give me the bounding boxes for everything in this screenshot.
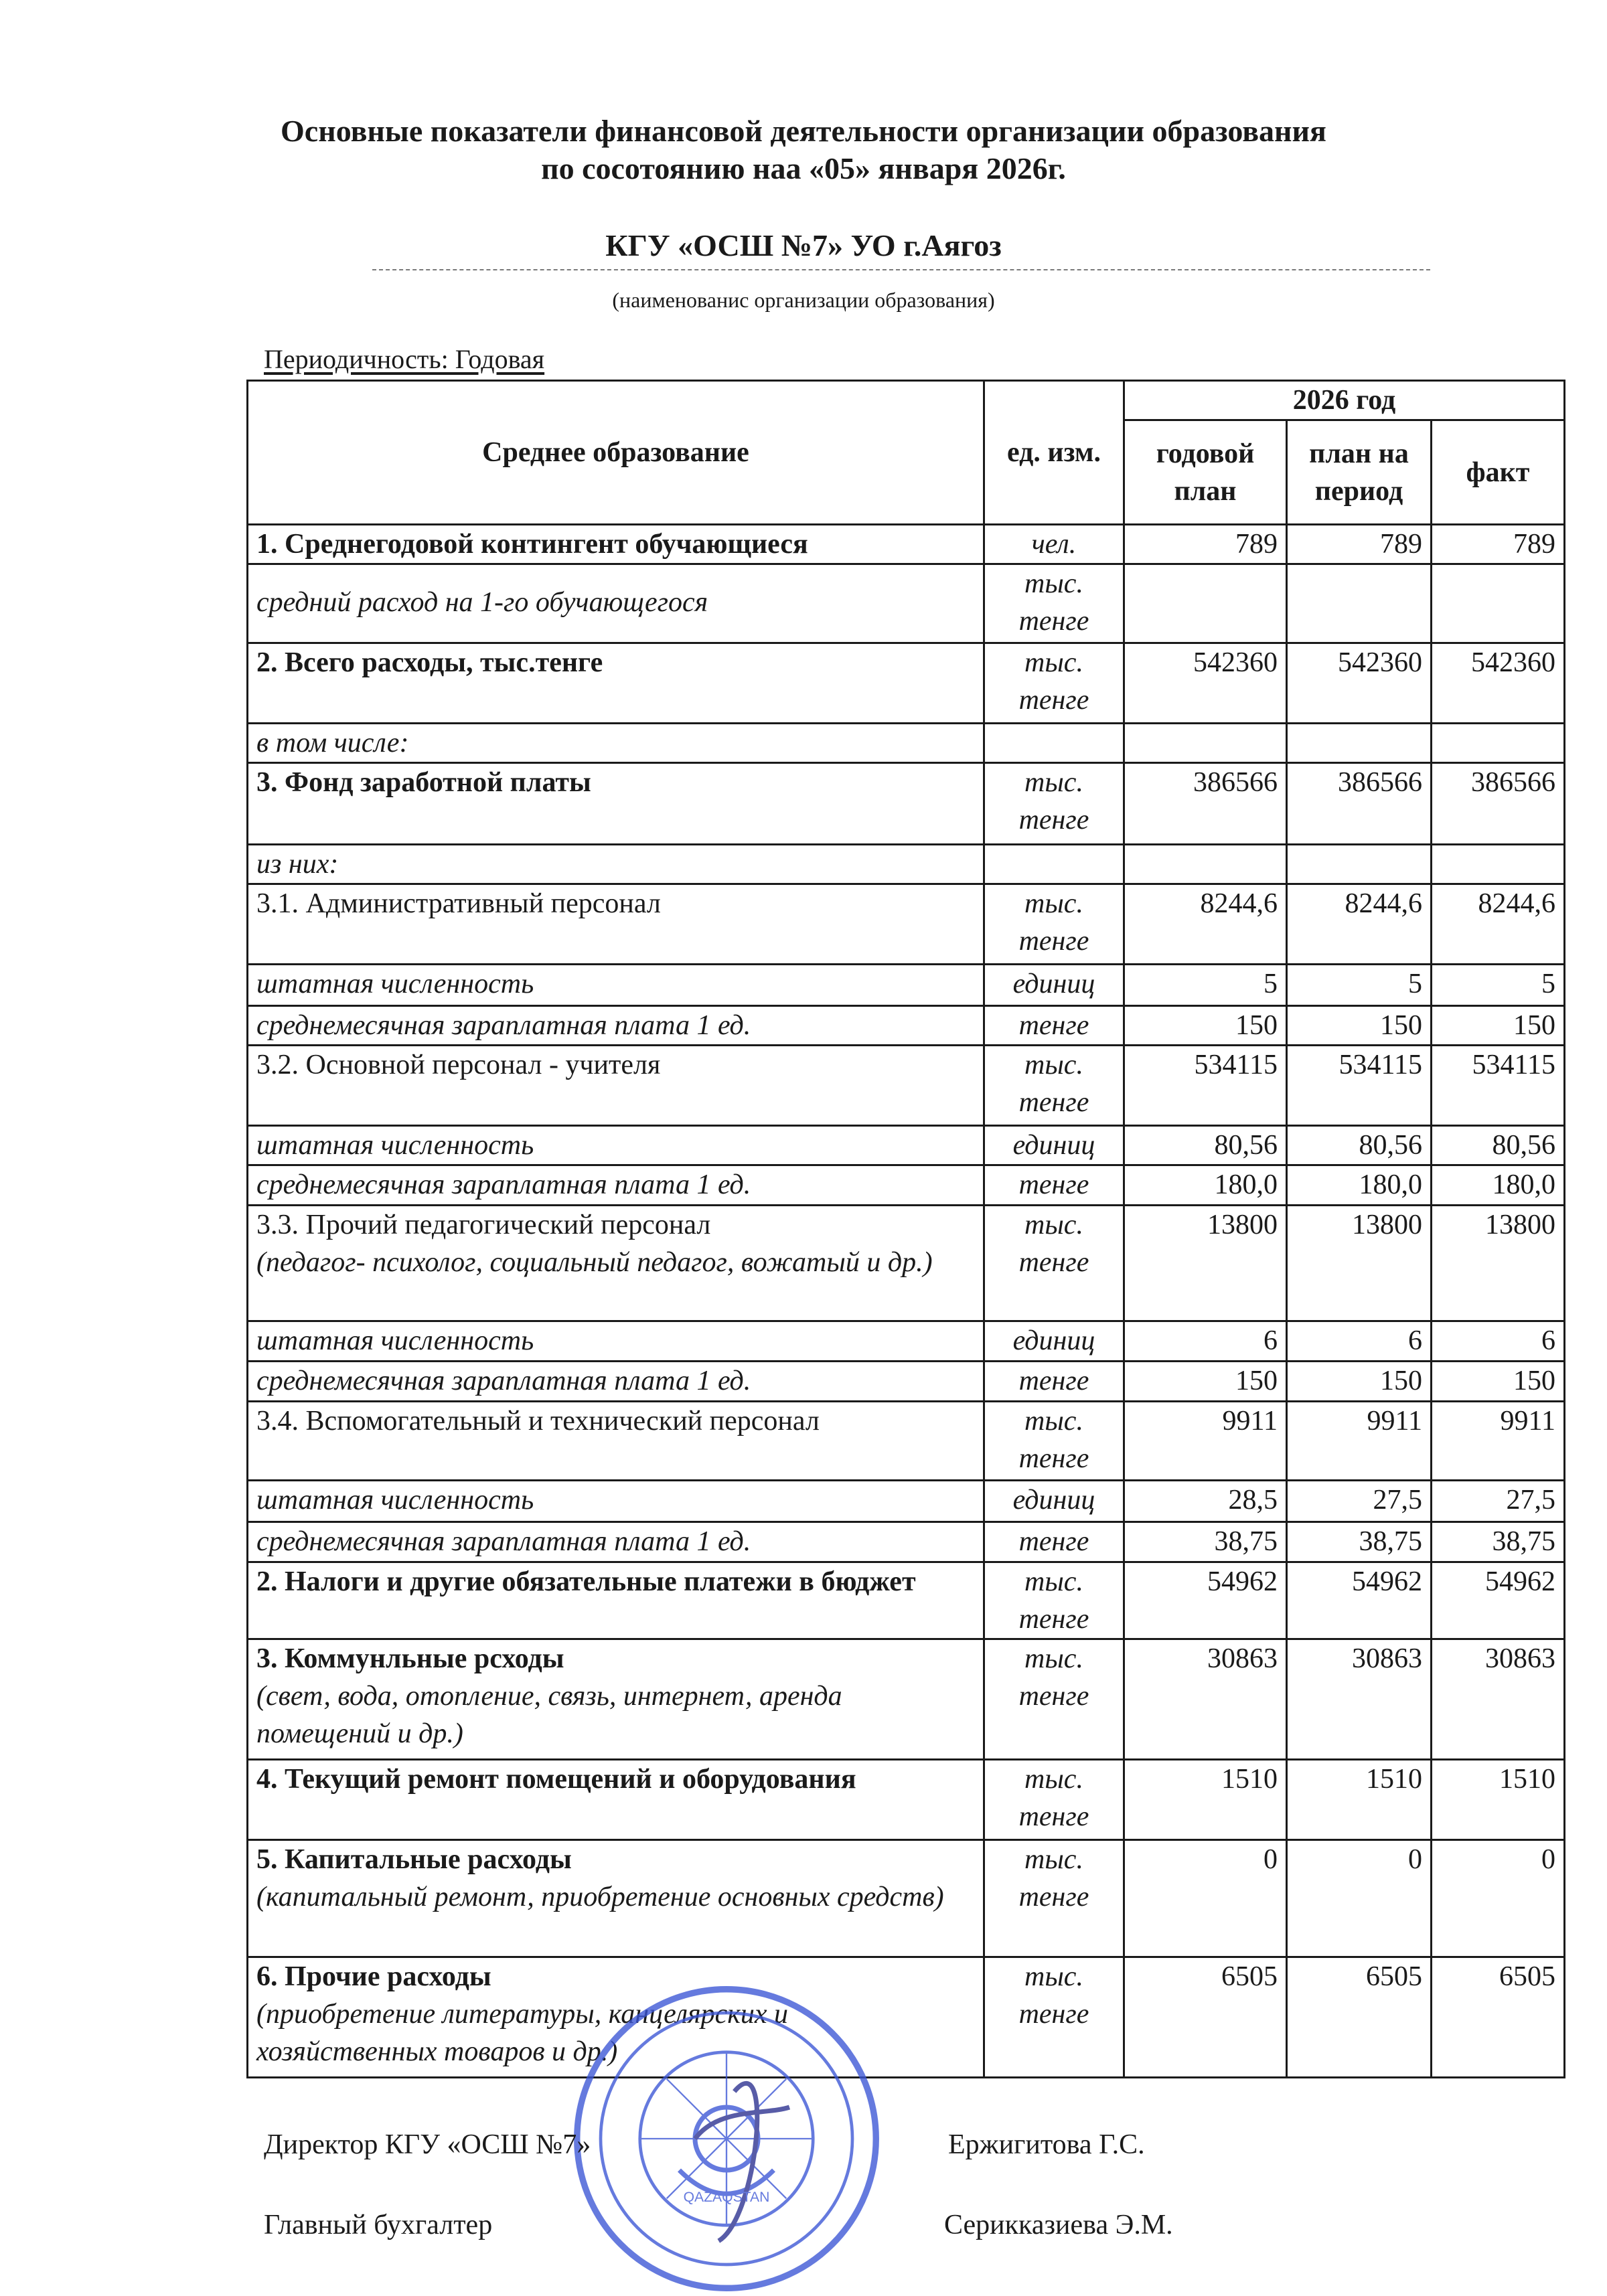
row-label-text: 3.2. Основной персонал - учителя [256, 1050, 661, 1080]
cell-fact: 1510 [1432, 1760, 1565, 1840]
row-label-text: 4. Текущий ремонт помещений и оборудования [256, 1764, 856, 1795]
accountant-name: Серикказиева Э.М. [944, 2210, 1173, 2240]
cell-period-plan: 38,75 [1287, 1522, 1432, 1562]
cell-fact: 0 [1432, 1840, 1565, 1957]
cell-annual-plan: 28,5 [1124, 1481, 1287, 1522]
row-label-text: 3.1. Административный персонал [256, 888, 661, 919]
cell-period-plan: 6 [1287, 1321, 1432, 1362]
row-label [248, 525, 984, 564]
table-row [248, 1957, 1565, 2078]
cell-period-plan [1287, 564, 1432, 643]
row-label-text: из них: [256, 849, 339, 880]
row-label-text: 2. Всего расходы, тыс.тенге [256, 647, 603, 678]
accountant-title: Главный бухгалтер [264, 2210, 493, 2240]
cell-fact: 6 [1432, 1321, 1565, 1362]
cell-period-plan: 789 [1287, 525, 1432, 564]
cell-fact: 386566 [1432, 763, 1565, 845]
cell-fact [1432, 845, 1565, 884]
cell-period-plan: 150 [1287, 1362, 1432, 1402]
row-label-text: штатная численность [256, 1325, 534, 1356]
official-seal-stamp [569, 1981, 884, 2296]
header-annual-plan: годовой план [1124, 420, 1287, 525]
table-row [248, 1522, 1565, 1562]
cell-annual-plan: 13800 [1124, 1206, 1287, 1321]
row-label-text: 5. Капитальные расходы [256, 1844, 572, 1875]
cell-fact [1432, 724, 1565, 763]
row-label [248, 1562, 984, 1639]
cell-fact: 150 [1432, 1362, 1565, 1402]
row-label [248, 1362, 984, 1402]
table-row [248, 845, 1565, 884]
cell-annual-plan: 180,0 [1124, 1165, 1287, 1206]
svg-text:QAZAQSTAN: QAZAQSTAN [683, 2190, 770, 2205]
row-label [248, 1522, 984, 1562]
table-row [248, 884, 1565, 965]
table-row [248, 965, 1565, 1006]
cell-annual-plan: 5 [1124, 965, 1287, 1006]
table-row [248, 1840, 1565, 1957]
cell-annual-plan: 150 [1124, 1362, 1287, 1402]
cell-period-plan: 542360 [1287, 643, 1432, 724]
cell-period-plan: 80,56 [1287, 1126, 1432, 1165]
row-unit: тыс. тенге [984, 564, 1124, 643]
row-unit: тыс. тенге [984, 1562, 1124, 1639]
cell-period-plan: 27,5 [1287, 1481, 1432, 1522]
cell-fact: 5 [1432, 965, 1565, 1006]
table-row [248, 1165, 1565, 1206]
cell-annual-plan: 54962 [1124, 1562, 1287, 1639]
cell-annual-plan: 6505 [1124, 1957, 1287, 2078]
table-row [248, 763, 1565, 845]
cell-period-plan: 30863 [1287, 1639, 1432, 1760]
row-label-text: штатная численность [256, 1485, 534, 1515]
table-row [248, 1126, 1565, 1165]
row-note: (педагог- психолог, социальный педагог, вожатый и др.) [256, 1247, 933, 1278]
row-label-text: среднемесячная зарaплатная плата 1 ед. [256, 1010, 751, 1041]
cell-fact: 6505 [1432, 1957, 1565, 2078]
row-label [248, 845, 984, 884]
table-row [248, 1402, 1565, 1481]
cell-period-plan: 1510 [1287, 1760, 1432, 1840]
organization-name: КГУ «ОСШ №7» УО г.Аягоз [605, 228, 1002, 262]
row-unit: тыс. тенге [984, 1957, 1124, 2078]
row-unit: тыс. тенге [984, 1046, 1124, 1126]
cell-period-plan: 150 [1287, 1006, 1432, 1046]
row-label-text: 3.3. Прочий педагогический персонал [256, 1210, 711, 1240]
financial-indicators-table [246, 380, 1565, 2078]
row-unit: единиц [984, 1321, 1124, 1362]
cell-period-plan [1287, 845, 1432, 884]
row-unit: тыс. тенге [984, 643, 1124, 724]
cell-annual-plan [1124, 845, 1287, 884]
table-row [248, 1006, 1565, 1046]
table-row [248, 1046, 1565, 1126]
cell-fact: 9911 [1432, 1402, 1565, 1481]
row-unit: единиц [984, 1481, 1124, 1522]
cell-period-plan: 386566 [1287, 763, 1432, 845]
row-unit: чел. [984, 525, 1124, 564]
cell-annual-plan: 6 [1124, 1321, 1287, 1362]
row-unit: единиц [984, 1126, 1124, 1165]
header-label-column: Среднее образование [248, 381, 984, 525]
cell-annual-plan: 789 [1124, 525, 1287, 564]
cell-annual-plan: 534115 [1124, 1046, 1287, 1126]
row-label [248, 965, 984, 1006]
cell-fact: 789 [1432, 525, 1565, 564]
header-year-group: 2026 год [1124, 381, 1565, 420]
cell-annual-plan: 150 [1124, 1006, 1287, 1046]
header-unit-column: ед. изм. [984, 381, 1124, 525]
cell-annual-plan: 80,56 [1124, 1126, 1287, 1165]
row-unit: тенге [984, 1362, 1124, 1402]
table-row [248, 1481, 1565, 1522]
cell-annual-plan: 1510 [1124, 1760, 1287, 1840]
cell-fact: 80,56 [1432, 1126, 1565, 1165]
row-label [248, 564, 984, 643]
row-note: (свет, вода, отопление, связь, интернет, аренда помещений и др.) [256, 1681, 842, 1749]
row-unit [984, 845, 1124, 884]
row-note: (приобретение литературы, канцелярских и хозяйственных товаров и др.) [256, 1999, 789, 2067]
row-label [248, 724, 984, 763]
row-label [248, 1206, 984, 1321]
cell-fact: 150 [1432, 1006, 1565, 1046]
cell-period-plan: 534115 [1287, 1046, 1432, 1126]
cell-period-plan: 54962 [1287, 1562, 1432, 1639]
row-unit: тыс. тенге [984, 763, 1124, 845]
cell-period-plan: 5 [1287, 965, 1432, 1006]
row-label-text: 1. Среднегодовой контингент обучающиеся [256, 529, 808, 560]
document-title: Основные показатели финансовой деятельности организации образования [281, 114, 1326, 148]
cell-period-plan: 180,0 [1287, 1165, 1432, 1206]
row-label [248, 1481, 984, 1522]
row-label [248, 1402, 984, 1481]
row-unit: тенге [984, 1006, 1124, 1046]
row-unit [984, 724, 1124, 763]
table-row [248, 724, 1565, 763]
row-label-text: средний расход на 1-го обучающегося [256, 587, 708, 618]
row-unit: тыс. тенге [984, 1206, 1124, 1321]
row-unit: тыс. тенге [984, 1760, 1124, 1840]
row-label-text: среднемесячная зарaплатная плата 1 ед. [256, 1366, 751, 1396]
row-label-text: в том числе: [256, 728, 409, 758]
cell-period-plan [1287, 724, 1432, 763]
row-label [248, 1760, 984, 1840]
row-label-text: среднемесячная зарaплатная плата 1 ед. [256, 1526, 751, 1557]
row-unit: тыс. тенге [984, 1840, 1124, 1957]
cell-fact [1432, 564, 1565, 643]
row-unit: тыс. тенге [984, 884, 1124, 965]
cell-period-plan: 8244,6 [1287, 884, 1432, 965]
organization-caption: (наименованис организации образования) [612, 288, 995, 312]
row-unit: тенге [984, 1165, 1124, 1206]
table-row [248, 1639, 1565, 1760]
cell-period-plan: 0 [1287, 1840, 1432, 1957]
row-label-text: штатная численность [256, 969, 534, 999]
row-label [248, 1639, 984, 1760]
organization-underline [372, 269, 1430, 270]
cell-period-plan: 13800 [1287, 1206, 1432, 1321]
row-label [248, 884, 984, 965]
table-row [248, 643, 1565, 724]
cell-fact: 8244,6 [1432, 884, 1565, 965]
row-label-text: 3.4. Вспомогательный и технический персонал [256, 1406, 820, 1437]
table-row [248, 1362, 1565, 1402]
cell-fact: 27,5 [1432, 1481, 1565, 1522]
row-unit: тыс. тенге [984, 1402, 1124, 1481]
cell-annual-plan: 9911 [1124, 1402, 1287, 1481]
table-row [248, 525, 1565, 564]
row-unit: единиц [984, 965, 1124, 1006]
row-label-text: 6. Прочие расходы [256, 1961, 491, 1992]
cell-annual-plan: 8244,6 [1124, 884, 1287, 965]
cell-fact: 180,0 [1432, 1165, 1565, 1206]
row-note: (капитальный ремонт, приобретение основных средств) [256, 1882, 944, 1912]
table-row [248, 1206, 1565, 1321]
cell-annual-plan: 38,75 [1124, 1522, 1287, 1562]
row-label [248, 1321, 984, 1362]
cell-annual-plan: 542360 [1124, 643, 1287, 724]
table-row [248, 1760, 1565, 1840]
row-label-text: штатная численность [256, 1130, 534, 1161]
row-label [248, 1126, 984, 1165]
row-label [248, 1840, 984, 1957]
director-name: Ержигитова Г.С. [948, 2129, 1145, 2160]
cell-fact: 542360 [1432, 643, 1565, 724]
document-date-line: по сосотоянию наа «05» января 2026г. [541, 151, 1066, 185]
row-label [248, 643, 984, 724]
periodicity-label: Периодичность: Годовая [264, 344, 545, 374]
row-label-text: 2. Налоги и другие обязательные платежи в бюджет [256, 1566, 916, 1597]
row-label [248, 1046, 984, 1126]
cell-period-plan: 9911 [1287, 1402, 1432, 1481]
row-label [248, 763, 984, 845]
row-label-text: 3. Фонд заработной платы [256, 767, 591, 798]
row-label-text: 3. Коммунльные рсходы [256, 1643, 564, 1674]
cell-annual-plan [1124, 564, 1287, 643]
row-label-text: среднемесячная зарaплатная плата 1 ед. [256, 1169, 751, 1200]
cell-annual-plan [1124, 724, 1287, 763]
header-fact: факт [1432, 420, 1565, 525]
row-unit: тыс. тенге [984, 1639, 1124, 1760]
director-title: Директор КГУ «ОСШ №7» [264, 2129, 591, 2160]
table-row [248, 564, 1565, 643]
table-row [248, 1321, 1565, 1362]
cell-fact: 38,75 [1432, 1522, 1565, 1562]
header-period-plan: план на период [1287, 420, 1432, 525]
cell-fact: 13800 [1432, 1206, 1565, 1321]
table-row [248, 1562, 1565, 1639]
cell-annual-plan: 30863 [1124, 1639, 1287, 1760]
cell-fact: 54962 [1432, 1562, 1565, 1639]
cell-annual-plan: 0 [1124, 1840, 1287, 1957]
row-label [248, 1006, 984, 1046]
cell-fact: 534115 [1432, 1046, 1565, 1126]
cell-period-plan: 6505 [1287, 1957, 1432, 2078]
row-unit: тенге [984, 1522, 1124, 1562]
row-label [248, 1165, 984, 1206]
cell-fact: 30863 [1432, 1639, 1565, 1760]
cell-annual-plan: 386566 [1124, 763, 1287, 845]
